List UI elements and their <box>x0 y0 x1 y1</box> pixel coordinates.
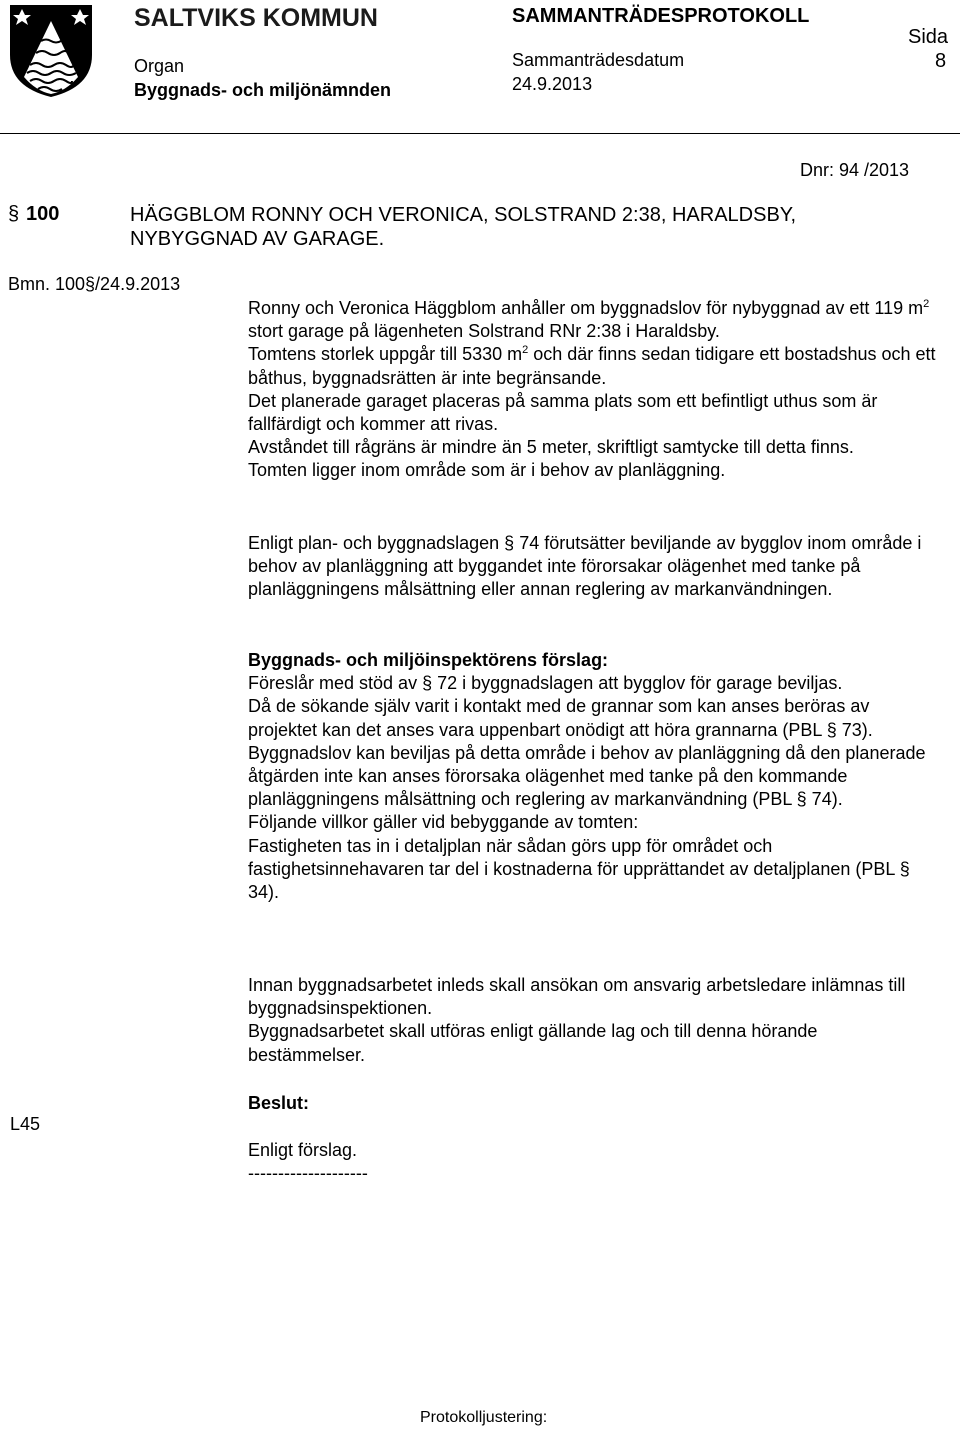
paragraph: Föreslår med stöd av § 72 i byggnadslagen att bygglov för garage beviljas. <box>248 673 843 694</box>
legal-basis <box>248 532 938 602</box>
item-number: 100 <box>26 203 60 225</box>
paragraph: Byggnadslov kan beviljas på detta område i behov av planläggning då den planerade åtgärden inte kan anses förorsaka olägenhet med tanke på den kommande planläggningens målsättning och reglering av markanvändning (PBL § 74). <box>248 742 926 810</box>
case-description <box>248 297 938 483</box>
item-title <box>130 203 850 251</box>
decision-text: Enligt förslag. <box>248 1140 358 1160</box>
municipality-name: SALTVIKS KOMMUN <box>134 4 378 32</box>
bmn-reference: Bmn. 100§/24.9.2013 <box>8 274 181 294</box>
paragraph: Fastigheten tas in i detaljplan när sådan görs upp för området och fastighetsinnehavaren tar del i kostnaderna för upprättandet av detaljplanen (PBL § 34). <box>248 835 910 903</box>
paragraph: Följande villkor gäller vid bebyggande av tomten: <box>248 812 639 833</box>
inspector-proposal <box>248 649 938 904</box>
document-type: SAMMANTRÄDESPROTOKOLL <box>512 5 810 27</box>
paragraph: Byggnadsarbetet skall utföras enligt gällande lag och till denna hörande bestämmelser. <box>248 1021 818 1065</box>
signature-dashes: -------------------- <box>248 1163 368 1183</box>
municipal-coat-of-arms-icon <box>8 3 94 99</box>
proposal-heading: Byggnads- och miljöinspektörens förslag: <box>248 650 609 670</box>
page-number: 8 <box>935 50 947 72</box>
paragraph: Det planerade garaget placeras på samma plats som ett befintligt uthus som är fallfärdigt och kommer att rivas. <box>248 390 878 435</box>
additional-conditions <box>248 974 938 1067</box>
meeting-date: 24.9.2013 <box>512 74 593 94</box>
case-dnr: Dnr: 94 /2013 <box>800 160 910 180</box>
protocol-verification-label: Protokolljustering: <box>420 1409 548 1426</box>
section-mark: § <box>8 203 20 225</box>
paragraph: Då de sökande själv varit i kontakt med de grannar som kan anses beröras av projektet kan det anses vara uppenbart onödigt att höra grannarna (PBL § 73). <box>248 696 873 740</box>
page-label: Sida <box>908 26 949 48</box>
item-title-line-2: NYBYGGNAD AV GARAGE. <box>130 228 385 250</box>
paragraph: Innan byggnadsarbetet inleds skall ansökan om ansvarig arbetsledare inlämnas till byggnadsinspektionen. <box>248 975 906 1019</box>
margin-code: L45 <box>10 1114 41 1134</box>
organ-name: Byggnads- och miljönämnden <box>134 80 392 100</box>
header-divider <box>0 133 960 134</box>
decision-heading: Beslut: <box>248 1093 310 1113</box>
item-title-line-1: HÄGGBLOM RONNY OCH VERONICA, SOLSTRAND 2:38, HARALDSBY, <box>130 204 797 226</box>
paragraph: Avståndet till rågräns är mindre än 5 meter, skriftligt samtycke till detta finns. <box>248 437 854 458</box>
organ-label: Organ <box>134 56 185 76</box>
meeting-date-label: Sammanträdesdatum <box>512 50 685 70</box>
paragraph: Tomten ligger inom område som är i behov av planläggning. <box>248 460 726 481</box>
paragraph: Tomtens storlek uppgår till 5330 $m^2$ och där finns sedan tidigare ett bostadshus och ett båthus, byggnadsrätten är inte begränsande. <box>248 344 936 388</box>
paragraph: Ronny och Veronica Häggblom anhåller om byggnadslov för nybyggnad av ett 119 $m^2$ stort garage på lägenheten Solstrand RNr 2:38 i Haraldsby. <box>248 298 930 342</box>
paragraph: Enligt plan- och byggnadslagen § 74 förutsätter beviljande av bygglov inom område i behov av planläggning att byggandet inte förorsakar olägenhet med tanke på planläggningens målsättning eller annan reglering av markanvändningen. <box>248 533 922 600</box>
